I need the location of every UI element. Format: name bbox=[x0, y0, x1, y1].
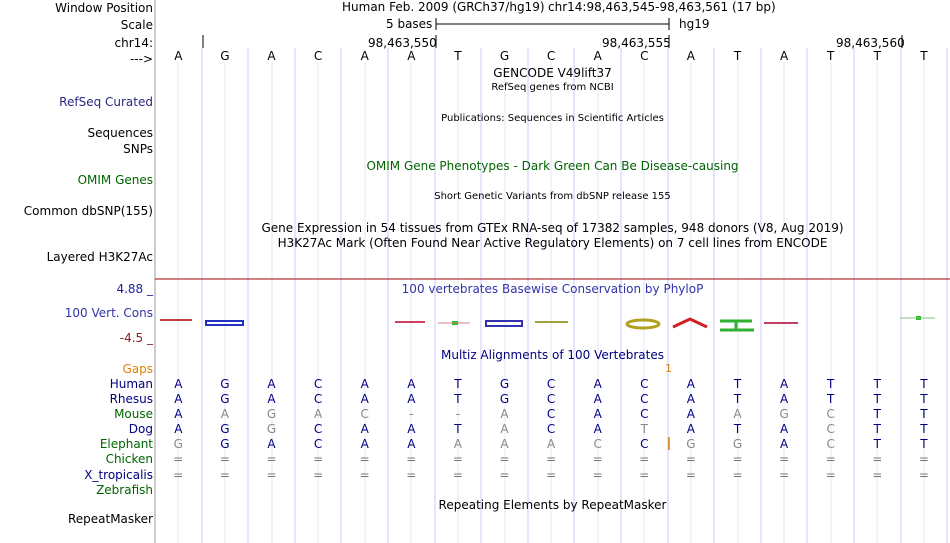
alignment-base: A bbox=[360, 422, 369, 436]
base-letter: C bbox=[546, 49, 556, 63]
alignment-base: G bbox=[266, 422, 277, 436]
assembly-title[interactable]: Human Feb. 2009 (GRCh37/hg19) bbox=[342, 0, 545, 14]
alignment-base: G bbox=[220, 377, 230, 391]
alignment-base: = bbox=[452, 468, 463, 482]
alignment-base: A bbox=[267, 437, 276, 451]
alignment-base: T bbox=[920, 422, 928, 436]
alignment-base: C bbox=[826, 407, 835, 421]
alignment-base: C bbox=[313, 422, 323, 436]
species-label-x_tropicalis[interactable]: X_tropicalis bbox=[84, 468, 153, 482]
alignment-base: A bbox=[453, 437, 462, 451]
alignment-base: T bbox=[920, 437, 928, 451]
alignment-base: T bbox=[733, 392, 742, 406]
alignment-base: A bbox=[593, 407, 602, 421]
gtex-title[interactable]: Gene Expression in 54 tissues from GTEx RNA-seq of 17382 samples, 948 donors (V8, Aug 2019) bbox=[261, 221, 844, 235]
multiz-title[interactable]: Multiz Alignments of 100 Vertebrates bbox=[440, 348, 665, 362]
alignment-base: - bbox=[455, 407, 461, 421]
alignment-base: G bbox=[266, 407, 277, 421]
phylop-min: -4.5 _ bbox=[119, 331, 153, 345]
phylop-conservation-glyphs bbox=[160, 316, 935, 330]
phylop-mark bbox=[673, 319, 707, 327]
alignment-base: G bbox=[779, 407, 789, 421]
scale-db: hg19 bbox=[679, 17, 710, 31]
alignment-base: T bbox=[873, 377, 881, 391]
chrom-label: chr14: bbox=[114, 36, 153, 50]
alignment-base: = bbox=[918, 468, 929, 482]
species-label-mouse[interactable]: Mouse bbox=[114, 407, 153, 421]
alignment-base: C bbox=[546, 407, 556, 421]
alignment-base: = bbox=[779, 468, 790, 482]
base-letter: A bbox=[407, 49, 416, 63]
omim-label[interactable]: OMIM Genes bbox=[77, 173, 153, 187]
dbsnp-label[interactable]: Common dbSNP(155) bbox=[23, 204, 153, 218]
alignment-base: A bbox=[313, 407, 323, 421]
alignment-base: A bbox=[779, 377, 789, 391]
alignment-base: G bbox=[686, 437, 696, 451]
base-letter: C bbox=[313, 49, 323, 63]
species-label-chicken[interactable]: Chicken bbox=[105, 452, 153, 466]
alignment-base: T bbox=[827, 392, 835, 406]
alignment-base: A bbox=[500, 422, 509, 436]
species-label-elephant[interactable]: Elephant bbox=[99, 437, 153, 451]
alignment-base: = bbox=[266, 452, 277, 466]
alignment-base: A bbox=[267, 392, 276, 406]
alignment-base: T bbox=[454, 377, 462, 391]
alignment-base: = bbox=[639, 452, 650, 466]
strand-label: ---> bbox=[129, 52, 153, 66]
alignment-base: A bbox=[174, 422, 183, 436]
alignment-base: = bbox=[732, 452, 743, 466]
alignment-base: = bbox=[825, 468, 836, 482]
alignment-base: = bbox=[219, 468, 230, 482]
publications-title[interactable]: Publications: Sequences in Scientific Articles bbox=[441, 113, 664, 124]
alignment-base: A bbox=[407, 437, 416, 451]
alignment-base: A bbox=[174, 377, 183, 391]
alignment-base: A bbox=[546, 437, 556, 451]
alignment-base: A bbox=[593, 422, 602, 436]
alignment-base: C bbox=[640, 377, 649, 391]
base-letter: T bbox=[454, 49, 462, 63]
alignment-base: T bbox=[640, 422, 648, 436]
alignment-base: = bbox=[592, 452, 603, 466]
alignment-base: A bbox=[407, 377, 416, 391]
alignment-base: C bbox=[360, 407, 369, 421]
snps-label[interactable]: SNPs bbox=[123, 142, 153, 156]
alignment-base: = bbox=[313, 452, 324, 466]
species-label-rhesus[interactable]: Rhesus bbox=[109, 392, 153, 406]
alignment-base: = bbox=[266, 468, 277, 482]
base-letter: A bbox=[593, 49, 602, 63]
base-letter: A bbox=[779, 49, 789, 63]
phylop-mark bbox=[627, 320, 659, 328]
gap-count: 1 bbox=[665, 362, 672, 375]
alignment-base: A bbox=[779, 437, 789, 451]
base-letter: T bbox=[827, 49, 835, 63]
alignment-base: A bbox=[267, 377, 276, 391]
phylop-mark bbox=[720, 321, 754, 330]
species-label-dog[interactable]: Dog bbox=[128, 422, 153, 436]
alignment-base: C bbox=[313, 377, 323, 391]
alignment-base: C bbox=[640, 407, 649, 421]
alignment-base: C bbox=[640, 437, 649, 451]
alignment-base: = bbox=[359, 468, 370, 482]
alignment-base: A bbox=[407, 392, 416, 406]
phylop-mark bbox=[486, 321, 522, 326]
alignment-base: G bbox=[173, 437, 183, 451]
alignment-base: G bbox=[220, 392, 230, 406]
sequences-label[interactable]: Sequences bbox=[87, 126, 153, 140]
gaps-label: Gaps bbox=[122, 362, 153, 376]
alignment-base: = bbox=[592, 468, 603, 482]
repeatmasker-title[interactable]: Repeating Elements by RepeatMasker bbox=[438, 498, 667, 512]
alignment-base: G bbox=[499, 377, 510, 391]
alignment-base: A bbox=[686, 407, 695, 421]
alignment-base: A bbox=[174, 407, 183, 421]
alignment-base: = bbox=[359, 452, 370, 466]
alignment-base: A bbox=[733, 407, 742, 421]
alignment-base: - bbox=[409, 407, 414, 421]
species-label-zebrafish[interactable]: Zebrafish bbox=[96, 483, 153, 497]
position-readout[interactable]: chr14:98,463,545-98,463,561 (17 bp) bbox=[548, 0, 776, 14]
phylop-title[interactable]: 100 vertebrates Basewise Conservation by PhyloP bbox=[401, 282, 704, 296]
alignment-base: T bbox=[827, 377, 835, 391]
alignment-base: = bbox=[406, 468, 417, 482]
alignment-base: = bbox=[639, 468, 650, 482]
scale-text: 5 bases bbox=[386, 17, 433, 31]
alignment-base: A bbox=[407, 422, 416, 436]
alignment-base: C bbox=[546, 392, 556, 406]
species-label-human[interactable]: Human bbox=[109, 377, 153, 391]
alignment-base: T bbox=[920, 407, 928, 421]
base-letter: A bbox=[360, 49, 369, 63]
alignment-base: A bbox=[779, 422, 789, 436]
base-letter: T bbox=[873, 49, 881, 63]
alignment-base: C bbox=[593, 437, 602, 451]
alignment-base: T bbox=[873, 437, 881, 451]
alignment-base: A bbox=[220, 407, 229, 421]
alignment-base: A bbox=[779, 392, 789, 406]
alignment-base: = bbox=[872, 452, 883, 466]
gencode-title[interactable]: GENCODE V49lift37 bbox=[493, 66, 612, 80]
alignment-base: A bbox=[500, 407, 509, 421]
phylop-max: 4.88 _ bbox=[116, 282, 153, 296]
window-position-label: Window Position bbox=[55, 1, 153, 15]
alignment-base: A bbox=[686, 392, 695, 406]
refseq-subtitle[interactable]: RefSeq genes from NCBI bbox=[491, 82, 614, 93]
alignment-base: T bbox=[920, 377, 928, 391]
alignment-base: = bbox=[452, 452, 463, 466]
alignment-base: A bbox=[593, 392, 602, 406]
repeatmasker-label[interactable]: RepeatMasker bbox=[67, 512, 153, 526]
alignment-base: = bbox=[499, 452, 510, 466]
alignment-base: = bbox=[406, 452, 417, 466]
alignment-base: C bbox=[546, 377, 556, 391]
alignment-base: = bbox=[685, 468, 696, 482]
tick-label-3: 98,463,560 bbox=[836, 36, 905, 50]
scale-label: Scale bbox=[120, 18, 153, 32]
alignment-base: T bbox=[454, 392, 462, 406]
h3k27ac-label[interactable]: Layered H3K27Ac bbox=[46, 250, 153, 264]
alignment-base: A bbox=[360, 437, 369, 451]
alignment-base: = bbox=[732, 468, 743, 482]
alignment-base: T bbox=[920, 392, 928, 406]
alignment-base: = bbox=[918, 452, 929, 466]
alignment-base: = bbox=[685, 452, 696, 466]
alignment-base: C bbox=[640, 392, 649, 406]
alignment-base: C bbox=[826, 422, 835, 436]
base-letter: C bbox=[640, 49, 649, 63]
alignment-base: = bbox=[219, 452, 230, 466]
alignment-base: G bbox=[220, 422, 230, 436]
h3k27ac-title[interactable]: H3K27Ac Mark (Often Found Near Active Regulatory Elements) on 7 cell lines from ENCODE bbox=[277, 236, 828, 250]
alignment-base: C bbox=[313, 392, 323, 406]
alignment-base: A bbox=[360, 377, 369, 391]
alignment-base: = bbox=[499, 468, 510, 482]
dbsnp-title[interactable]: Short Genetic Variants from dbSNP release 155 bbox=[434, 191, 671, 202]
base-letter: G bbox=[499, 49, 510, 63]
phylop-label[interactable]: 100 Vert. Cons bbox=[64, 306, 153, 320]
alignment-base: A bbox=[360, 392, 369, 406]
alignment-base: A bbox=[686, 377, 695, 391]
alignment-base: C bbox=[546, 422, 556, 436]
alignment-base: = bbox=[546, 468, 557, 482]
alignment-base: C bbox=[313, 437, 323, 451]
alignment-base: C bbox=[826, 437, 835, 451]
tick-label-2: 98,463,555 bbox=[602, 36, 671, 50]
alignment-base: = bbox=[872, 468, 883, 482]
alignment-base: G bbox=[499, 392, 510, 406]
alignment-base: = bbox=[173, 468, 184, 482]
alignment-base: T bbox=[873, 407, 881, 421]
alignment-base: = bbox=[313, 468, 324, 482]
alignment-base: = bbox=[546, 452, 557, 466]
base-letter: G bbox=[220, 49, 230, 63]
phylop-mark bbox=[206, 321, 243, 325]
alignment-base: G bbox=[732, 437, 743, 451]
alignment-base: T bbox=[733, 422, 742, 436]
alignment-base: G bbox=[220, 437, 230, 451]
alignment-base: = bbox=[173, 452, 184, 466]
alignment-base: A bbox=[593, 377, 602, 391]
alignment-base: = bbox=[825, 452, 836, 466]
alignment-base: T bbox=[733, 377, 742, 391]
base-letter: A bbox=[686, 49, 695, 63]
omim-title[interactable]: OMIM Gene Phenotypes - Dark Green Can Be Disease-causing bbox=[366, 159, 739, 173]
alignment-base: T bbox=[454, 422, 462, 436]
alignment-base: A bbox=[500, 437, 509, 451]
base-letter: T bbox=[920, 49, 928, 63]
base-letter: A bbox=[267, 49, 276, 63]
alignment-base: A bbox=[174, 392, 183, 406]
alignment-base: T bbox=[873, 392, 881, 406]
tick-label-1: 98,463,550 bbox=[368, 36, 437, 50]
base-letter: T bbox=[733, 49, 742, 63]
refseq-label[interactable]: RefSeq Curated bbox=[59, 95, 153, 109]
alignment-base: T bbox=[873, 422, 881, 436]
base-letter: A bbox=[174, 49, 183, 63]
alignment-base: A bbox=[686, 422, 695, 436]
alignment-base: = bbox=[779, 452, 790, 466]
